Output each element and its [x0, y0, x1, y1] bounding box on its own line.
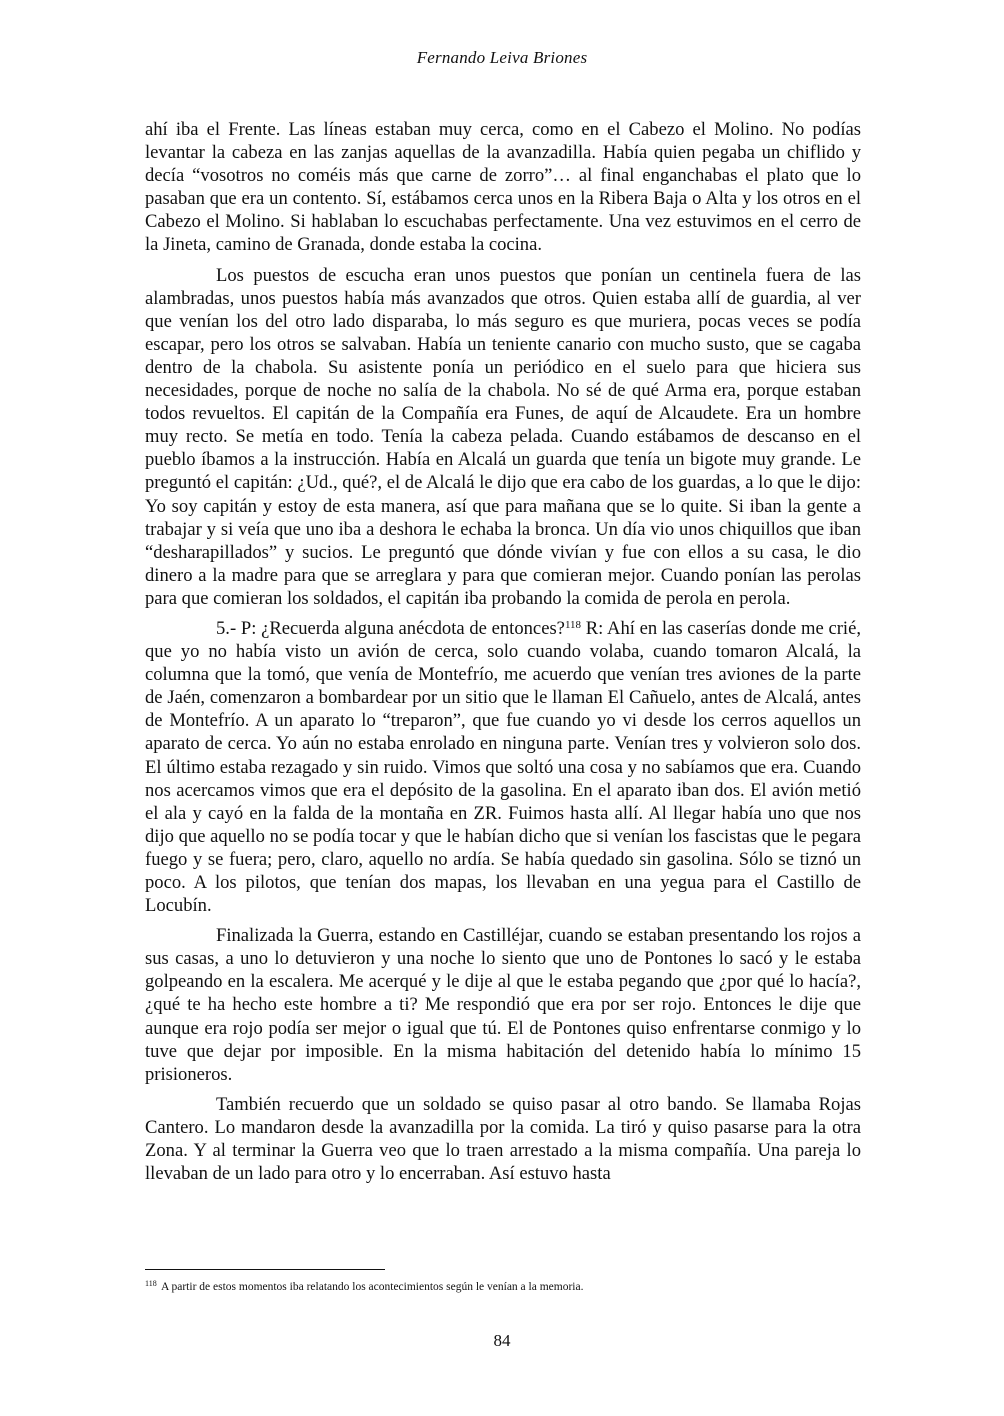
body-text — [145, 118, 861, 1192]
paragraph: También recuerdo que un soldado se quiso pasar al otro bando. Se llamaba Rojas Cantero. Lo mandaron desde la avanzadilla por la comida. La tiró y quiso pasarse para la otra Zona. Y al terminar la Guerra veo que lo traen arrestado a la misma compañía. Una pareja lo llevaban de un lado para otro y lo encerraban. Así estuvo hasta — [145, 1093, 861, 1185]
footnote — [145, 1279, 861, 1295]
footnote-divider — [145, 1269, 385, 1270]
footnote-reference[interactable]: 118 — [564, 618, 582, 631]
paragraph: Finalizada la Guerra, estando en Castilléjar, cuando se estaban presentando los rojos a sus casas, a uno lo detuvieron y una noche lo siento que uno de Pontones lo sacó y le estaba golpeando en la escalera. Me acerqué y le dije al que le estaba pegando que ¿por qué lo hacía?, ¿qué te ha hecho este hombre a ti? Me respondió que era por ser rojo. Entonces le dije que aunque era rojo podía ser mejor o igual que tú. El de Pontones quiso enfrentarse conmigo y lo tuve que dejar por imposible. En la misma habitación del detenido había lo mínimo 15 prisioneros. — [145, 925, 861, 1085]
question-text: 5.- P: ¿Recuerda alguna anécdota de entonces? — [216, 617, 565, 639]
footnote-mark: 118 — [145, 1279, 157, 1288]
footnote-text: A partir de estos momentos iba relatando los acontecimientos según le venían a la memoria. — [158, 1281, 584, 1293]
running-header: Fernando Leiva Briones — [416, 48, 588, 67]
paragraph: Los puestos de escucha eran unos puestos que ponían un centinela fuera de las alambradas, unos puestos había más avanzados que otros. Quien estaba allí de guardia, al ver que venían los del otro lado disparaba, lo más seguro es que muriera, pocas veces se podía escapar, pero los otros se salvaban. Había un teniente canario con mucho susto, que se cagaba dentro de la chabola. Su asistente ponía un periódico en el suelo para que hiciera sus necesidades, porque de noche no salía de la chabola. No sé de qué Arma era, porque estaban todos revueltos. El capitán de la Compañía era Funes, de aquí de Alcaudete. Era un hombre muy recto. Se metía en todo. Tenía la cabeza pelada. Cuando estábamos de descanso en el pueblo íbamos a la instrucción. Había en Alcalá un guarda que tenía un bigote muy grande. Le preguntó el capitán: ¿Ud., qué?, el de Alcalá le dijo que era cabo de los guardas, a lo que le dijo: Yo soy capitán y estoy de esta manera, así que para mañana que se lo quite. Si iban la gente a trabajar y si veía que uno iba a deshora le echaba la bronca. Un día vio unos chiquillos que iban “desharapillados” y sucios. Le preguntó que dónde vivían y fue con ellos a su casa, le dio dinero a la madre para que se arreglara y para que comieran mejor. Cuando ponían las perolas para que comieran los soldados, el capitán iba probando la comida de perola en perola. — [145, 264, 861, 609]
paragraph-continuation: ahí iba el Frente. Las líneas estaban muy cerca, como en el Cabezo el Molino. No podías levantar la cabeza en las zanjas aquellas de la avanzadilla. Había quien pegaba un chiflido y decía “vosotros no coméis más que carne de zorro”… al final enganchabas el plato que lo pasaban que era un contento. Sí, estábamos cerca unos en la Ribera Baja o Alta y los otros en el Cabezo el Molino. Si hablaban lo escuchabas perfectamente. Una vez estuvimos en el cerro de la Jineta, camino de Granada, donde estaba la cocina. — [145, 119, 861, 256]
answer-text: R: Ahí en las caserías donde me crié, que yo no había visto un avión de cerca, solo cuando volaba, cuando tomaron Alcalá, la columna que la tomó, que venía de Montefrío, me acuerdo que venían tres aviones de la parte de Jaén, comenzaron a bombardear por un sitio que le llaman El Cañuelo, antes de Alcalá, antes de Montefrío. A un aparato lo “treparon”, que fue cuando yo vi desde los cerros aquellos un aparato de cerca. Yo aún no estaba enrolado en ninguna parte. Venían tres y volvieron solo dos. El último estaba rezagado y sin ruido. Vimos que soltó una cosa y no sabíamos que era. Cuando nos acercamos vimos que era el depósito de la gasolina. En el aparato iban dos. El avión metió el ala y cayó en la falda de la montaña en ZR. Fuimos hasta allí. Al llegar había uno que nos dijo que aquello no se podía tocar y que le habían dicho que si venían los fascistas que le pegara fuego y se fuera; pero, claro, aquello no ardía. Se había quedado sin gasolina. Sólo se tiznó un poco. A los pilotos, que tenían dos mapas, los llevaban en una yegua para el Castillo de Locubín. — [145, 617, 861, 917]
paragraph-question-5 — [145, 617, 861, 917]
page-number: 84 — [493, 1331, 511, 1350]
